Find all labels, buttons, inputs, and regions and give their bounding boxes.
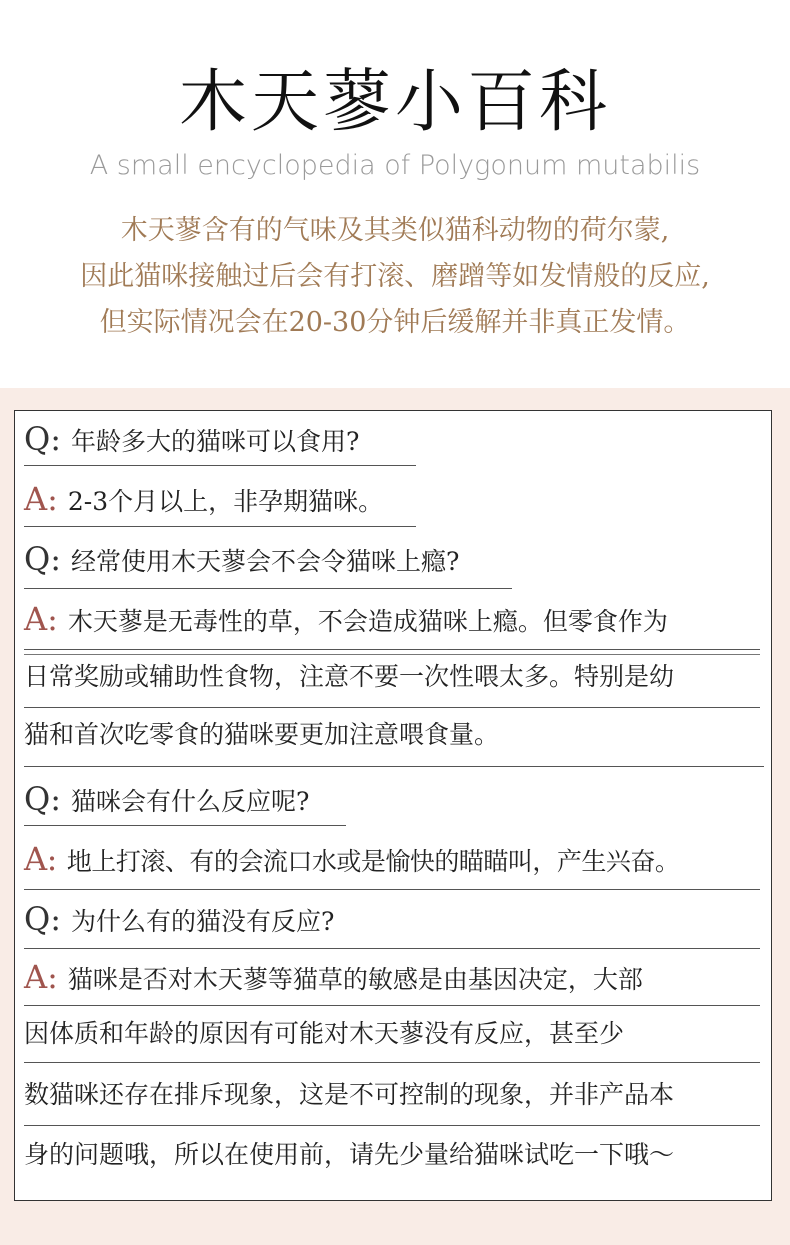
answer-tag: A: (24, 840, 57, 878)
divider (24, 649, 760, 650)
answer-text: 地上打滚、有的会流口水或是愉快的瞄瞄叫，产生兴奋。 (66, 847, 680, 876)
answer-3 (24, 842, 679, 879)
divider (24, 465, 416, 466)
divider (24, 654, 760, 655)
answer-tag: A: (24, 600, 58, 638)
answer-text: 猫咪是否对木天蓼等猫草的敏感是由基因决定，大部 (67, 965, 643, 994)
answer-1 (24, 482, 383, 519)
question-tag: Q: (24, 900, 62, 938)
intro-line: 因此猫咪接触过后会有打滚、磨蹭等如发情般的反应, (80, 261, 710, 292)
answer-4-line-2: 因体质和年龄的原因有可能对木天蓼没有反应，甚至少 (24, 1019, 625, 1048)
divider (24, 825, 346, 826)
answer-tag: A: (24, 958, 58, 996)
question-1 (24, 422, 359, 459)
answer-4-line-3: 数猫咪还存在排斥现象，这是不可控制的现象，并非产品本 (24, 1080, 675, 1109)
header-section (0, 0, 790, 388)
answer-tag: A: (24, 480, 58, 518)
answer-4-line-4: 身的问题哦，所以在使用前，请先少量给猫咪试吃一下哦～ (24, 1140, 675, 1169)
divider (24, 889, 760, 890)
answer-2-line-1 (24, 602, 668, 639)
page-subtitle: A small encyclopedia of Polygonum mutabilis (89, 150, 701, 181)
question-tag: Q: (24, 540, 62, 578)
intro-line: 但实际情况会在20-30分钟后缓解并非真正发情。 (99, 307, 691, 338)
divider (24, 1062, 760, 1063)
divider (24, 948, 760, 949)
question-text: 为什么有的猫没有反应? (71, 907, 335, 936)
intro-paragraph (0, 208, 790, 346)
page-title: 木天蓼小百科 (178, 63, 611, 142)
question-tag: Q: (24, 420, 62, 458)
divider (24, 766, 764, 767)
divider (24, 1005, 760, 1006)
question-2 (24, 542, 459, 579)
divider (24, 526, 416, 527)
question-text: 经常使用木天蓼会不会令猫咪上瘾? (71, 547, 460, 576)
intro-line: 木天蓼含有的气味及其类似猫科动物的荷尔蒙, (120, 215, 670, 246)
question-text: 年龄多大的猫咪可以食用? (71, 427, 360, 456)
answer-2-line-2: 日常奖励或辅助性食物，注意不要一次性喂太多。特别是幼 (24, 662, 675, 691)
question-3 (24, 782, 309, 819)
question-4 (24, 902, 334, 939)
question-tag: Q: (24, 780, 62, 818)
answer-2-line-3: 猫和首次吃零食的猫咪要更加注意喂食量。 (24, 720, 500, 749)
answer-4-line-1 (24, 960, 643, 997)
divider (24, 588, 512, 589)
answer-text: 2-3个月以上，非孕期猫咪。 (67, 487, 384, 516)
divider (24, 1125, 760, 1126)
question-text: 猫咪会有什么反应呢? (71, 787, 310, 816)
answer-text: 木天蓼是无毒性的草，不会造成猫咪上瘾。但零食作为 (67, 607, 668, 636)
divider (24, 707, 760, 708)
